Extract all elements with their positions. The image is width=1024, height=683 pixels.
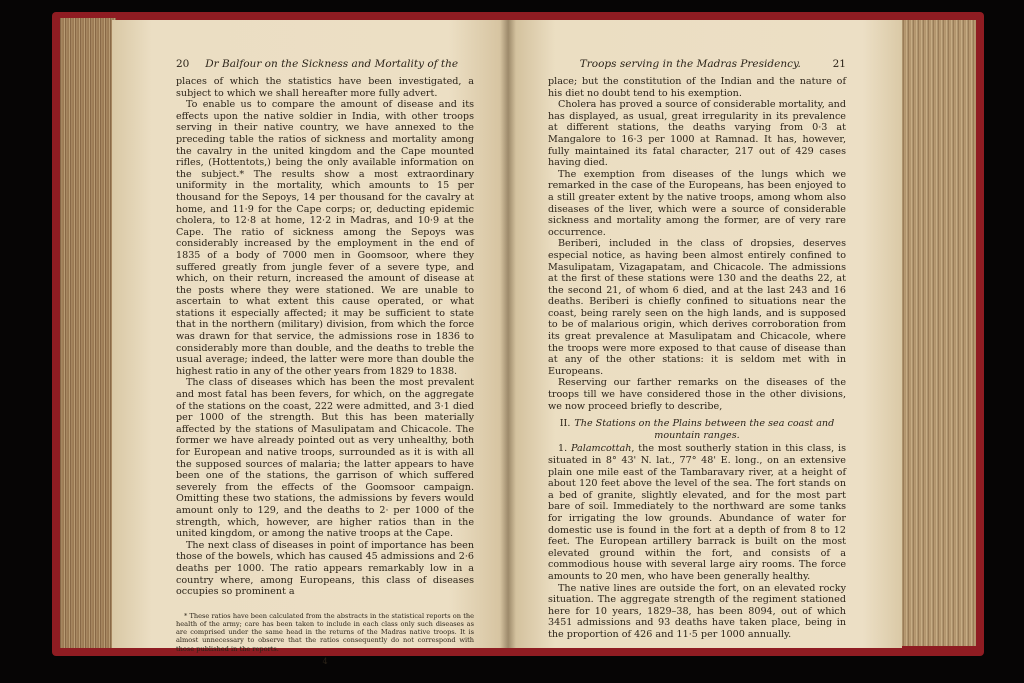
section-title: The Stations on the Plains between the sea coast and mountain ranges. <box>574 418 835 441</box>
paragraph: The class of diseases which has been the most prevalent and most fatal has been fevers, for which, on the aggregate of the stations on the coast, 222 were admitted, and 3·1 died per 1000 of the strength. But this has been materially affected by the stations of Masulipatam and Chicacole. The former we have already pointed out as very unhealthy, both for European and native troops, surrounded as it is with all the supposed sources of malaria; the latter appears to have been one of the stations, the garrison of which suffered severely from the effects of the Goomsoor campaign. Omitting these two stations, the admissions by fevers would amount only to 129, and the deaths to 2· per 1000 of the strength, which, however, are higher ratios than in the united kingdom, or among the native troops at the Cape. <box>176 377 474 540</box>
station-name: Palamcottah <box>571 443 632 455</box>
left-page <box>112 20 508 666</box>
station-lead: 1. <box>558 443 572 455</box>
paragraph: Reserving our farther remarks on the diseases of the troops till we have considered those in the other divisions, we now proceed briefly to describe, <box>548 377 846 412</box>
paragraph <box>548 443 846 582</box>
paragraph: Beriberi, included in the class of dropsies, deserves especial notice, as having been almost entirely confined to Masulipatam, Vizagapatam, and Chicacole. The admissions at the first of these stations were 130 and the deaths 22, at the second 21, of whom 6 died, and at the last 243 and 16 deaths. Beriberi is chiefly confined to situations near the coast, being rarely seen on the high lands, and is supposed to be of malarious origin, which derives corroboration from its great prevalence at Masulipatam and Chicacole, where the troops were more exposed to that cause of disease than at any of the other stations: it is seldom met with in Europeans. <box>548 238 846 377</box>
page-edges-right <box>900 20 976 646</box>
left-page-number: 20 <box>176 58 190 70</box>
paragraph: To enable us to compare the amount of disease and its effects upon the native soldier in India, with other troops serving in their native country, we have annexed to the preceding table the ratios of sickness and mortality among the cavalry in the united kingdom and the Cape mounted rifles, (Hottentots,) being the only available information on the subject.* The results show a most extraordinary uniformity in the mortality, which amounts to 15 per thousand for the Sepoys, 14 per thousand for the cavalry at home, and 11·9 for the Cape corps; or, deducting epidemic cholera, to 12·8 at home, 12·2 in Madras, and 10·9 at the Cape. The ratio of sickness among the Sepoys was considerably increased by the employment in the end of 1835 of a body of 7000 men in Goomsoor, where they suffered greatly from jungle fever of a severe type, and which, on their return, increased the amount of disease at the posts where they were stationed. We are unable to ascertain to what extent this cause operated, or what stations it especially affected; it may be sufficient to state that in the northern (military) division, from which the force was drawn for that service, the admissions rose in 1836 to considerably more than double, and the deaths to treble the usual average; indeed, the latter were more than double the highest ratio in any of the other years from 1829 to 1838. <box>176 99 474 377</box>
right-running-head <box>548 58 846 70</box>
right-page-number: 21 <box>832 58 846 70</box>
paragraph: The next class of diseases in point of importance has been those of the bowels, which has caused 45 admissions and 2·6 deaths per 1000. The ratio appears remarkably low in a country where, among Europeans, this class of diseases occupies so prominent a <box>176 539 474 598</box>
paragraph: places of which the statistics have been investigated, a subject to which we shall hereafter more fully advert. <box>176 76 474 99</box>
footnote: * These ratios have been calculated from the abstracts in the statistical reports on the health of the army; care has been taken to include in each class only such diseases as are comprised under the same head in the returns of the Madras native troops. It is almost unnecessary to observe that the ratios consequently do not correspond with those published in the reports. <box>176 611 474 653</box>
section-heading <box>548 418 846 441</box>
right-page <box>508 20 902 648</box>
section-number: II. <box>559 418 571 430</box>
left-running-head <box>176 58 474 70</box>
paragraph: The exemption from diseases of the lungs which we remarked in the case of the Europeans, has been enjoyed to a still greater extent by the native troops, among whom also diseases of the liver, which were a source of considerable sickness and mortality among the former, are of very rare occurrence. <box>548 168 846 238</box>
book-gutter <box>500 20 516 648</box>
signature-mark: 4 <box>322 656 328 666</box>
page-edges-left <box>60 18 116 648</box>
left-running-title: Dr Balfour on the Sickness and Mortality of the <box>205 58 459 70</box>
paragraph: The native lines are outside the fort, on an elevated rocky situation. The aggregate strength of the regiment stationed here for 10 years, 1829–38, has been 8094, out of which 3451 admissions and 93 deaths have taken place, being in the proportion of 426 and 11·5 per 1000 annually. <box>548 582 846 640</box>
right-page-body <box>548 76 846 641</box>
left-page-body <box>176 76 474 598</box>
station-text: , the most southerly station in this class, is situated in 8° 43' N. lat., 77° 48' E. long., on an extensive plain one mile east of the Tambaravary river, at a height of about 120 feet above the level of the sea. The fort stands on a bed of granite, slightly elevated, and for the most part bare of soil. Immediately to the northward are some tanks for irrigating the low grounds. Abundance of water for domestic use is found in the fort at a depth of from 8 to 12 feet. The European artillery barrack is built on the most elevated ground within the fort, and consists of a commodious house with several large airy rooms. The force amounts to 20 men, who have been generally healthy. <box>548 443 846 582</box>
paragraph: Cholera has proved a source of considerable mortality, and has displayed, as usual, great irregularity in its prevalence at different stations, the deaths varying from 0·3 at Mangalore to 16·3 per 1000 at Ramnad. It has, however, fully maintained its fatal character, 217 out of 429 cases having died. <box>548 99 846 169</box>
paragraph: place; but the constitution of the Indian and the nature of his diet no doubt tend to his exemption. <box>548 76 846 99</box>
right-running-title: Troops serving in the Madras Presidency. <box>579 58 801 70</box>
